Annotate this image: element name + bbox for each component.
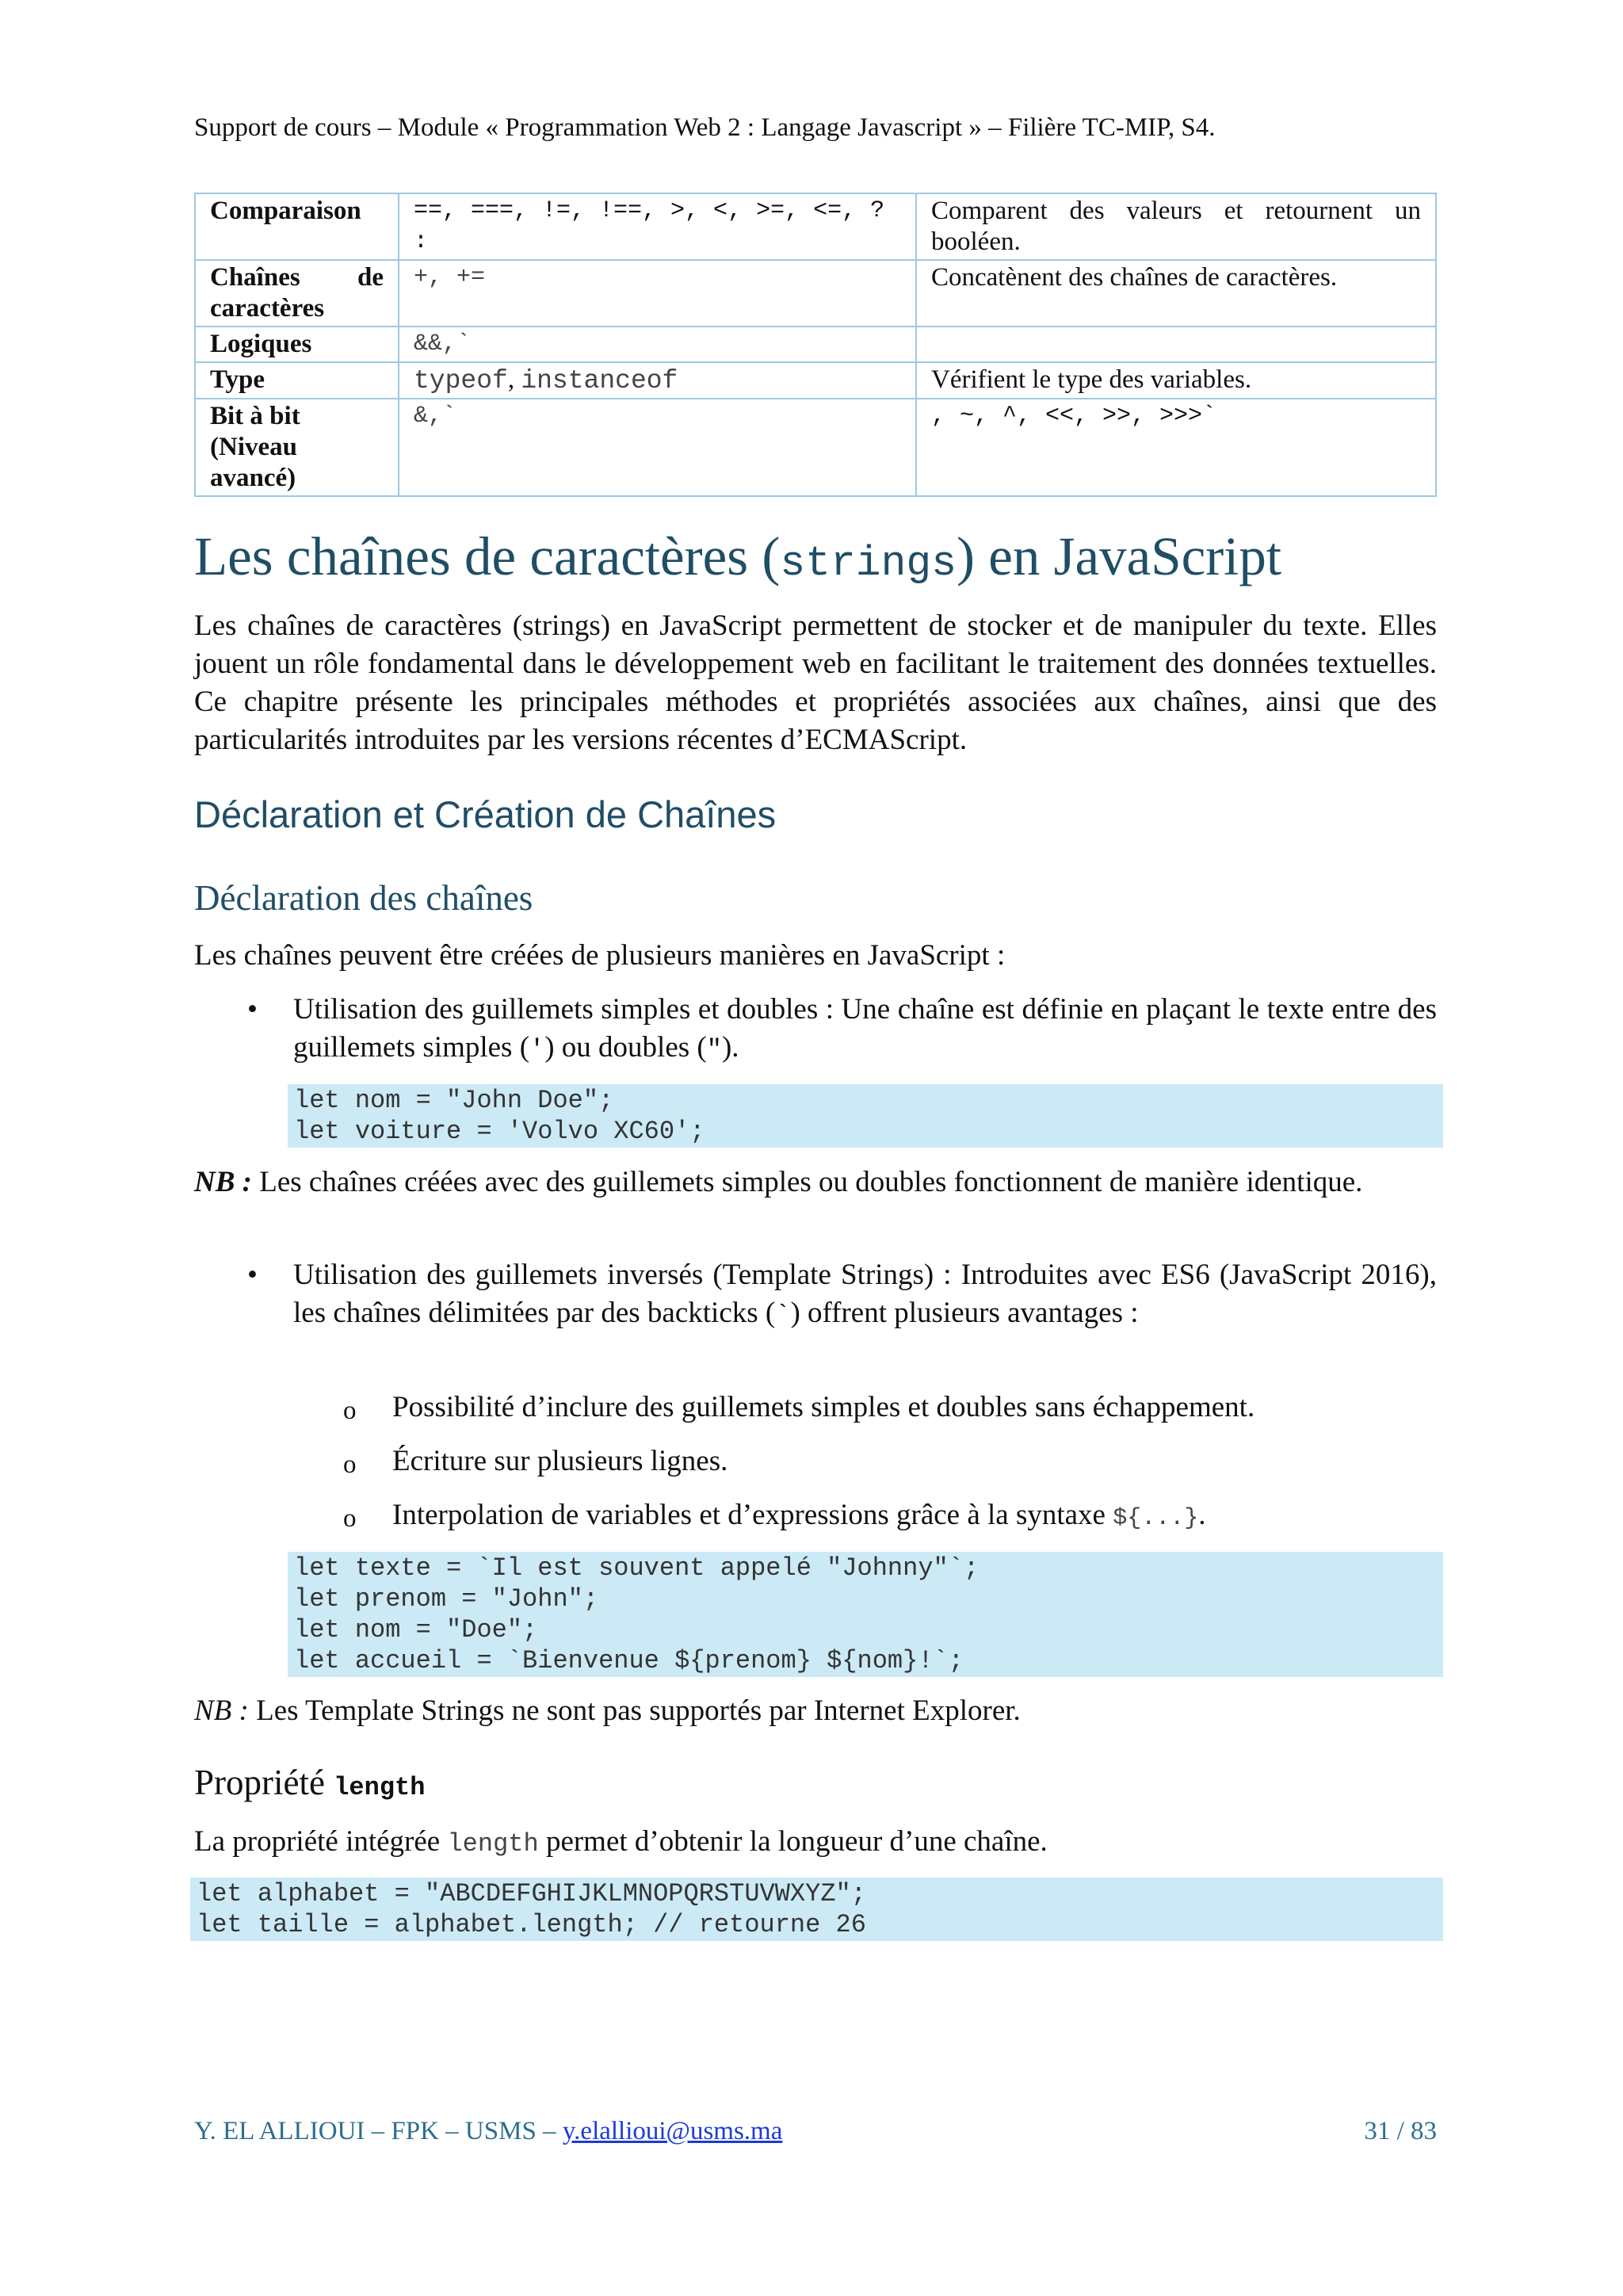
- table-cell: Comparaison: [195, 193, 399, 260]
- table-cell: Vérifient le type des variables.: [916, 362, 1436, 399]
- subsection-title: Déclaration des chaînes: [194, 878, 533, 918]
- footer-author: Y. EL ALLIOUI – FPK – USMS – y.elallioui@usms.ma: [194, 2117, 783, 2145]
- email-link[interactable]: y.elallioui@usms.ma: [562, 2117, 783, 2145]
- table-cell: +, +=: [399, 260, 916, 327]
- code-block: let texte = `Il est souvent appelé "Johnny"`; let prenom = "John"; let nom = "Doe"; let accueil = `Bienvenue ${prenom} ${nom}!`;: [288, 1552, 1443, 1677]
- table-cell: &,`: [399, 399, 916, 496]
- table-row: [195, 193, 1436, 260]
- table-row: [195, 362, 1436, 399]
- property-paragraph: La propriété intégrée length permet d’obtenir la longueur d’une chaîne.: [194, 1825, 1048, 1859]
- running-header: Support de cours – Module « Programmation Web 2 : Langage Javascript » – Filière TC-MIP, S4.: [194, 113, 1216, 142]
- list-item: • Utilisation des guillemets inversés (Template Strings) : Introduites avec ES6 (JavaScript 2016), les chaînes délimitées par des backticks (`) offrent plusieurs avantages :: [293, 1256, 1437, 1335]
- table-cell: Concatènent des chaînes de caractères.: [916, 260, 1436, 327]
- table-cell: Logiques: [195, 327, 399, 362]
- bullet-icon: •: [247, 1259, 258, 1291]
- list-item: • Utilisation des guillemets simples et doubles : Une chaîne est définie en plaçant le texte entre des guillemets simples (') ou doubles (").: [293, 991, 1437, 1069]
- operators-table: [194, 193, 1437, 497]
- table-cell: ==, ===, !=, !==, >, <, >=, <=, ? :: [399, 193, 916, 260]
- page-number: 31 / 83: [1364, 2117, 1437, 2145]
- list-item: o Possibilité d’inclure des guillemets simples et doubles sans échappement.: [392, 1389, 1254, 1427]
- table-cell: Chaînes de caractères: [195, 260, 399, 327]
- list-item: o Écriture sur plusieurs lignes.: [392, 1442, 727, 1480]
- table-row: [195, 260, 1436, 327]
- bullet-icon: o: [343, 1396, 357, 1425]
- table-cell: [916, 327, 1436, 362]
- table-row: [195, 327, 1436, 362]
- list-item: o Interpolation de variables et d’expressions grâce à la syntaxe ${...}.: [392, 1496, 1206, 1538]
- bullet-icon: o: [343, 1504, 357, 1533]
- note-paragraph: NB : Les chaînes créées avec des guillemets simples ou doubles fonctionnent de manière identique.: [194, 1166, 1363, 1198]
- intro-paragraph: Les chaînes de caractères (strings) en JavaScript permettent de stocker et de manipuler du texte. Elles jouent un rôle fondamental dans le développement web en facilitant le traitement des données textuelles. Ce chapitre présente les principales méthodes et propriétés associées aux chaînes, ainsi que des particularités introduites par les versions récentes d’ECMAScript.: [194, 609, 1437, 756]
- table-cell: &&,`: [399, 327, 916, 362]
- bullet-icon: o: [343, 1450, 357, 1479]
- table-cell: Comparent des valeurs et retournent un booléen.: [916, 193, 1436, 260]
- table-row: [195, 399, 1436, 496]
- bullet-icon: •: [247, 993, 258, 1026]
- code-block: let nom = "John Doe"; let voiture = 'Volvo XC60';: [288, 1084, 1443, 1148]
- lead-paragraph: Les chaînes peuvent être créées de plusieurs manières en JavaScript :: [194, 939, 1006, 972]
- note-paragraph: NB : Les Template Strings ne sont pas supportés par Internet Explorer.: [194, 1694, 1021, 1727]
- table-cell: Bit à bit (Niveau avancé): [195, 399, 399, 496]
- section-title: Déclaration et Création de Chaînes: [194, 793, 777, 835]
- table-cell: , ~, ^, <<, >>, >>>`: [916, 399, 1436, 496]
- table-cell: typeof, instanceof: [399, 362, 916, 399]
- chapter-title: Les chaînes de caractères (strings) en JavaScript: [194, 526, 1282, 587]
- code-block: let alphabet = "ABCDEFGHIJKLMNOPQRSTUVWXYZ"; let taille = alphabet.length; // retourne 26: [190, 1878, 1443, 1941]
- table-cell: Type: [195, 362, 399, 399]
- property-title: Propriété length: [194, 1763, 426, 1802]
